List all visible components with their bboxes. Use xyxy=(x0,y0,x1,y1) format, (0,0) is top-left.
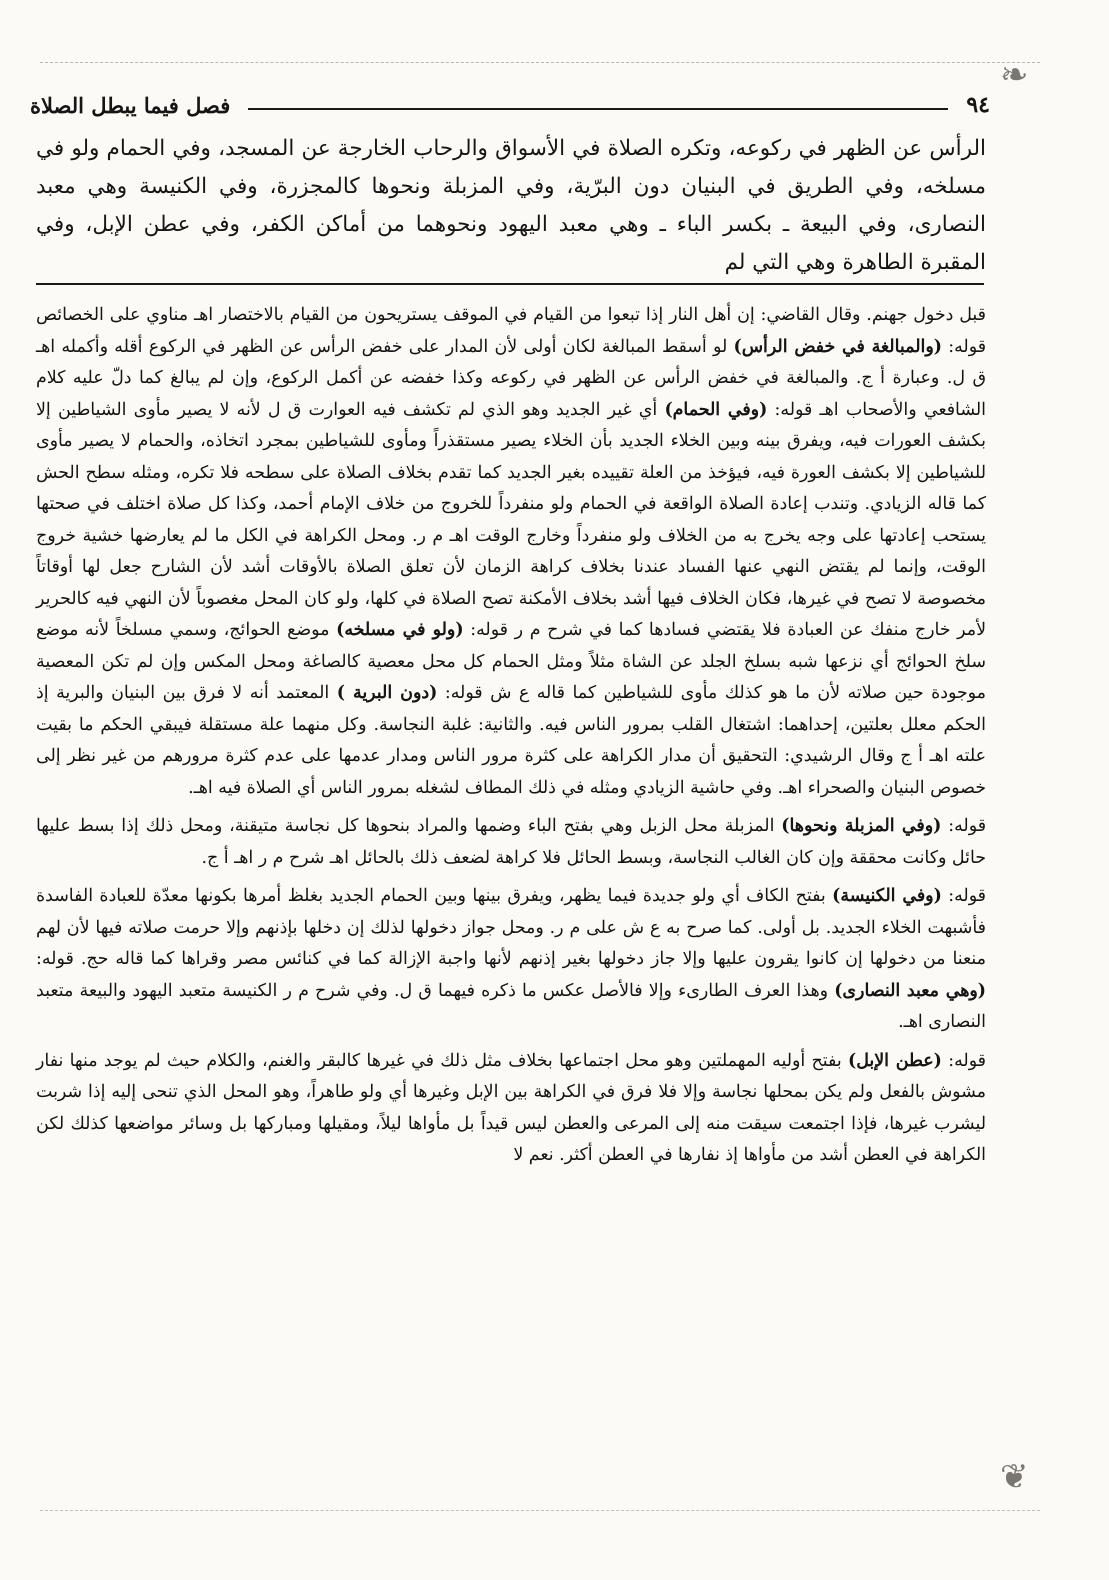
commentary-paragraph xyxy=(36,300,986,804)
footnote-divider xyxy=(36,283,984,285)
header-rule xyxy=(248,108,948,110)
commentary-text: أي غير الجديد وهو الذي لم تكشف فيه العوارت ق ل لأنه لا يصير مأوى الشياطين إلا بكشف العورات فيه، ويفرق بينه وبين الخلاء الجديد بأن الخلاء يصير مستقذراً ومأوى للشياطين بمجرد اتخاذه، والحمام لا يصير مأوى للشياطين إلا بكشف العورة فيه، فيؤخذ من العلة تقييده بغير الجديد كما تقدم بخلاف الصلاة على سطحه فلا تكره، ومثله سطح الحش كما قاله الزيادي. وتندب إعادة الصلاة الواقعة في الحمام ولو منفرداً للخروج من خلاف الإمام أحمد، وكذا كل صلاة اختلف في صحتها يستحب إعادتها على وجه يخرج به من الخلاف ولو منفرداً وخارج الوقت اهـ م ر. ومحل الكراهة في الكل ما لم يعارضها خشية خروج الوقت، وإنما لم يقتض النهي عنها الفساد عندنا بخلاف كراهة الزمان لأن تعلق الصلاة بالأوقات أشد لأن الشارح جعل لها أوقاتاً مخصوصة لا تصح في غيرها، فكان الخلاف فيها أشد بخلاف الأمكنة تصح الصلاة في كلها، ولو كان المحل مغصوباً لأن النهي فيه كالحرير لأمر خارج منفك عن العبادة فلا يقتضي فسادها كما في شرح م ر قوله: xyxy=(36,399,986,640)
commentary-text: بفتح أوليه المهملتين وهو محل اجتماعها بخلاف مثل ذلك في غيرها كالبقر والغنم، والكلام حيث لم يوجد منها نفار مشوش بالفعل ولم يكن بمحلها نجاسة وإلا فلا فرق في الكراهة بين الإبل وغيرها أي ولو طاهراً، وهو المحل الذي تنحى إليه إذا شربت ليشرب غيرها، فإذا اجتمعت سيقت منه إلى المرعى والعطن ليس قيداً بل مأواها ليلاً، ومقيلها ومباركها بل وسائر مواضعها كذلك لكن الكراهة في العطن أشد من مأواها إذ نفارها في العطن أكثر. نعم لا xyxy=(36,1050,986,1165)
main-text xyxy=(36,130,986,282)
commentary xyxy=(36,300,986,1179)
section-title: فصل فيما يبطل الصلاة xyxy=(30,92,231,118)
commentary-text: موضع الحوائج، وسمي مسلخاً لأنه موضع سلخ الحوائج أي نزعها شبه بسلخ الجلد عن الشاة مثلاً ومثل الحمام كل محل معصية كالصاغة ومحل المكس وإن لم تكن المعصية موجودة حين صلاته لأن ما هو كذلك مأوى للشياطين كما قاله ع ش قوله: xyxy=(36,620,986,703)
commentary-text: بفتح الكاف أي ولو جديدة فيما يظهر، ويفرق بينها وبين الحمام الجديد بغلظ أمرها بكونها معدّة للعبادة الفاسدة فأشبهت الخلاء الجديد. بل أولى. كما صرح به ع ش على م ر. ومحل جواز دخولها لذلك إن دخلها بإذنهم وإلا حرمت صلاته فيها لأن لهم منعنا من دخولها إن كانوا يقرون عليها وإلا جاز دخولها بغير إذنهم لأنها واجبة الإزالة كما في كنائس مصر وقراها كما قاله حج. قوله: xyxy=(36,886,986,969)
commentary-text: قبل دخول جهنم. وقال القاضي: إن أهل النار إذا تبعوا من القيام في الموقف يستريحون من القيام بالاختصار اهـ مناوي على الخصائص قوله: xyxy=(36,305,987,357)
commentary-paragraph xyxy=(36,1046,986,1172)
main-paragraph: الرأس عن الظهر في ركوعه، وتكره الصلاة في الأسواق والرحاب الخارجة عن المسجد، وفي الحمام ولو في مسلخه، وفي الطريق في البنيان دون البرّية، وفي المزبلة ونحوها كالمجزرة، وفي الكنيسة وهي معبد النصارى، وفي البيعة ـ بكسر الباء ـ وهي معبد اليهود ونحوهما من أماكن الكفر، وفي عطن الإبل، وفي المقبرة الطاهرة وهي التي لم xyxy=(36,136,986,275)
corner-ornament-top-right: ❧ xyxy=(1000,55,1029,95)
commentary-text: قوله: xyxy=(941,1050,986,1071)
quoted-term: (وفي الحمام) xyxy=(664,399,768,420)
commentary-text: قوله: xyxy=(941,816,987,836)
commentary-text: وهذا العرف الطارىء وإلا فالأصل عكس ما ذكره فيهما ق ل. وفي شرح م ر الكنيسة متعبد اليهود والبيعة متعبد النصارى اهـ. xyxy=(36,980,986,1032)
quoted-term: (دون البرية ) xyxy=(336,683,438,703)
corner-ornament-bottom-right: ❦ xyxy=(1000,1457,1029,1497)
commentary-text: المعتمد أنه لا فرق بين البنيان والبرية إذ الحكم معلل بعلتين، إحداهما: اشتغال القلب بمرور الناس فيه. والثانية: غلبة النجاسة. وكل منهما علة مستقلة فيبقي الحكم ما بقيت علته اهـ أ ج وقال الرشيدي: التحقيق أن مدار الكراهة على كثرة مرور الناس ومدار عدمها على عدم كثرة مرورهم من غير نظر إلى خصوص البنيان والصحراء اهـ. وفي حاشية الزيادي ومثله في ذلك المطاف لشغله بمرور الناس أي الصلاة فيه اهـ. xyxy=(36,683,986,798)
page-number: ٩٤ xyxy=(966,92,990,118)
page-header xyxy=(30,88,990,122)
quoted-term: (والمبالغة في خفض الرأس) xyxy=(733,336,942,357)
scan-edge-bottom xyxy=(40,1500,1040,1511)
quoted-term: (وفي الكنيسة) xyxy=(832,886,942,906)
quoted-term: (عطن الإبل) xyxy=(847,1050,942,1071)
quoted-term: (وهي معبد النصارى) xyxy=(834,980,986,1001)
quoted-term: (ولو في مسلخه) xyxy=(336,620,464,640)
commentary-paragraph xyxy=(36,881,986,1039)
quoted-term: (وفي المزبلة ونحوها) xyxy=(781,816,942,836)
commentary-text: لو أسقط المبالغة لكان أولى لأن المدار على خفض الرأس عن الظهر في الركوع أقله وأكمله اهـ ق ل. وعبارة أ ج. والمبالغة في خفض الرأس عن الظهر في ركوعه وكذا خفضه عن أكمل الركوع، وإن لم يبالغ كما دلّ عليه كلام الشافعي والأصحاب اهـ قوله: xyxy=(36,336,986,420)
scan-edge-top xyxy=(40,62,1040,73)
commentary-text: قوله: xyxy=(941,886,986,906)
commentary-paragraph xyxy=(36,811,986,874)
commentary-text: المزبلة محل الزبل وهي بفتح الباء وضمها والمراد بنحوها كل نجاسة متيقنة، ومحل ذلك إذا بسط عليها حائل وكانت محققة وإن كان الغالب النجاسة، وبسط الحائل فلا كراهة لضعف ذلك بالحائل اهـ شرح م ر اهـ أ ج. xyxy=(36,816,986,868)
